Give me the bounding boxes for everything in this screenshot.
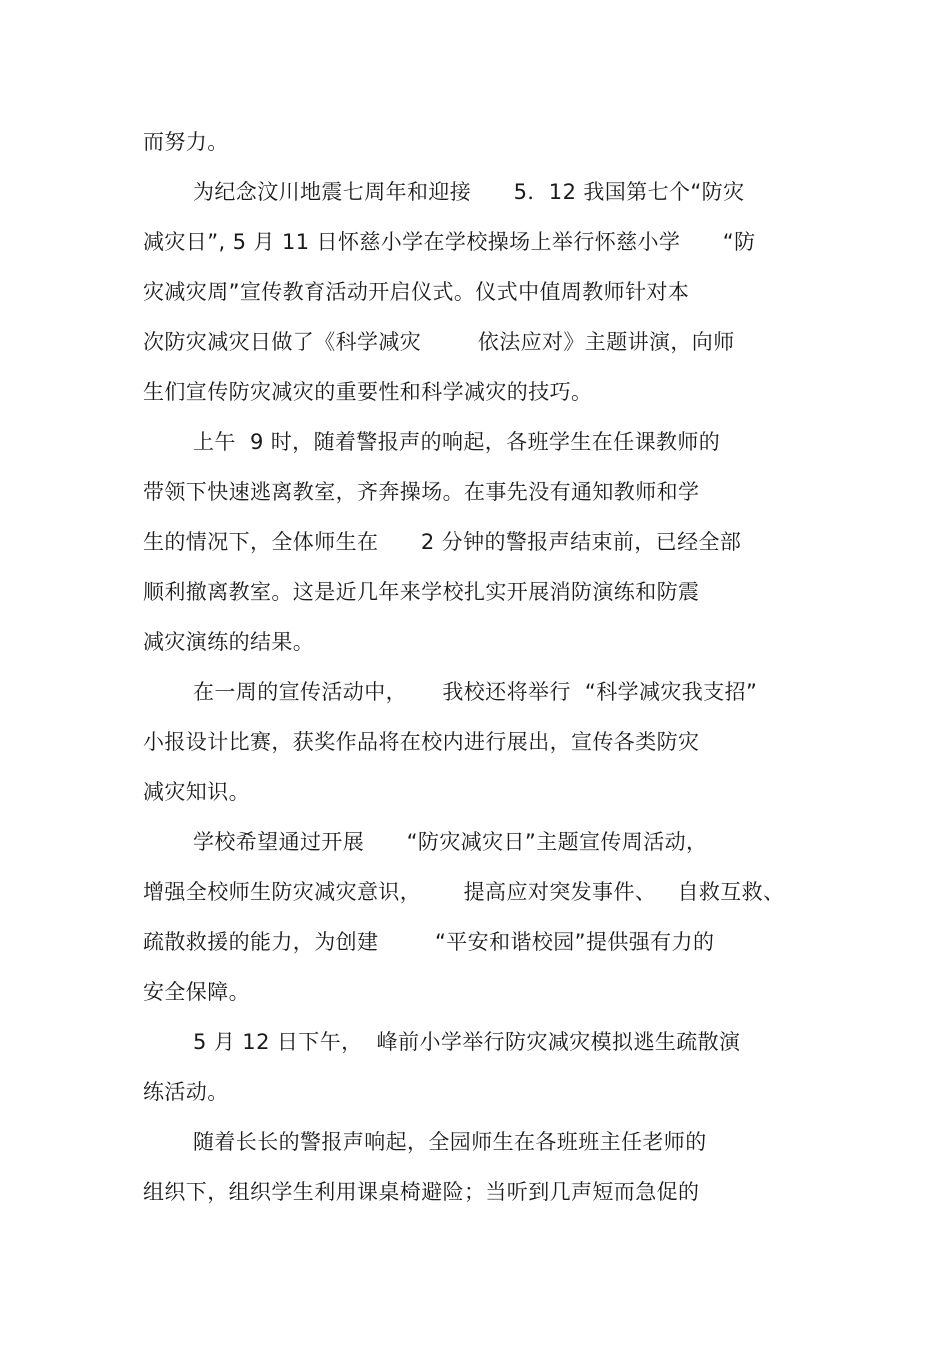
text-line: 学校希望通过开展 “防灾减灾日”主题宣传周活动， [193,830,708,854]
text-line: 顺利撤离教室。这是近几年来学校扎实开展消防演练和防震 [143,580,700,604]
text-line: 减灾演练的结果。 [143,630,315,654]
text-line: 在一周的宣传活动中， 我校还将举行 “科学减灾我支招” [193,680,758,704]
text-line: 增强全校师生防灾减灾意识， 提高应对突发事件、 自救互救、 [143,880,785,904]
text-line: 随着长长的警报声响起，全园师生在各班班主任老师的 [193,1130,707,1154]
text-line: 带领下快速逃离教室，齐奔操场。在事先没有通知教师和学 [143,480,700,504]
text-line: 减灾知识。 [143,780,250,804]
text-line: 生们宣传防灾减灾的重要性和科学减灾的技巧。 [143,380,593,404]
text-line: 次防灾减灾日做了《科学减灾 依法应对》主题讲演，向师 [143,330,735,354]
text-line: 而努力。 [143,130,229,154]
text-line: 生的情况下，全体师生在 2 分钟的警报声结束前，已经全部 [143,530,742,554]
text-line: 疏散救援的能力，为创建 “平安和谐校园”提供强有力的 [143,930,715,954]
text-line: 减灾日”, 5 月 11 日怀慈小学在学校操场上举行怀慈小学 “防 [143,230,756,254]
text-line: 练活动。 [143,1080,229,1104]
text-line: 灾减灾周”宣传教育活动开启仪式。仪式中值周教师针对本 [143,280,690,304]
text-line: 5 月 12 日下午， 峰前小学举行防灾减灾模拟逃生疏散演 [193,1030,741,1054]
text-line: 上午 9 时，随着警报声的响起，各班学生在任课教师的 [193,430,721,454]
text-line: 安全保障。 [143,980,250,1004]
text-line: 为纪念汶川地震七周年和迎接 5．12 我国第七个“防灾 [193,180,745,204]
text-line: 小报设计比赛，获奖作品将在校内进行展出，宣传各类防灾 [143,730,700,754]
text-line: 组织下，组织学生利用课桌椅避险；当听到几声短而急促的 [143,1180,700,1204]
